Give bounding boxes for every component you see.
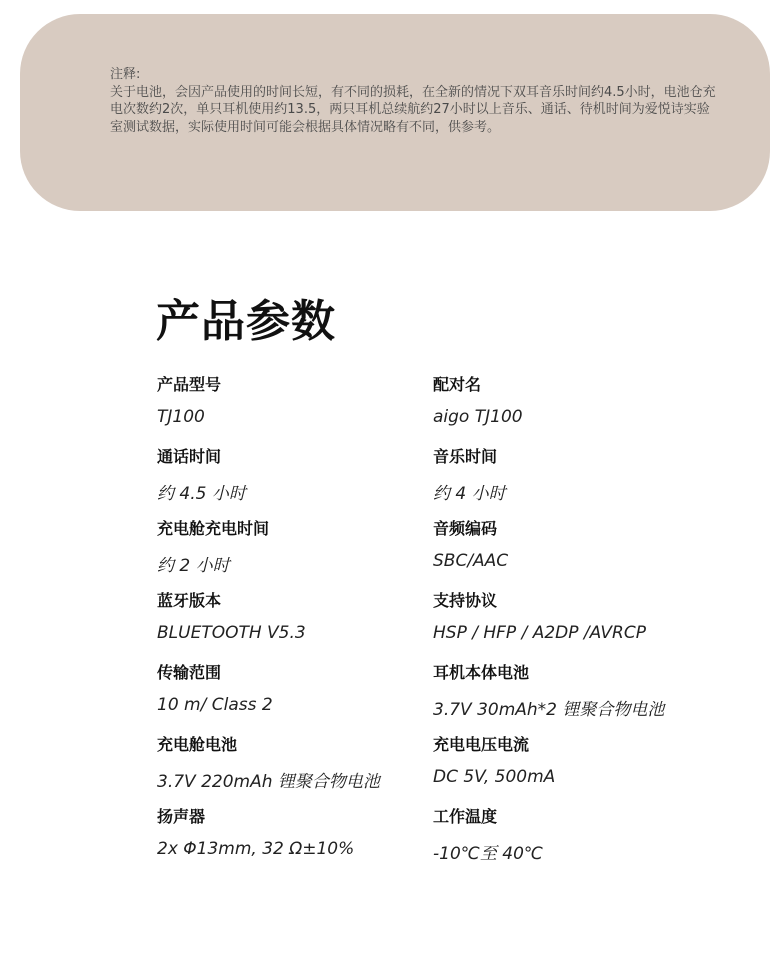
- spec-label: 音乐时间: [433, 447, 498, 466]
- spec-label: 蓝牙版本: [157, 591, 222, 610]
- spec-row: [157, 726, 717, 798]
- spec-row: [157, 510, 717, 582]
- note-label: 注释:: [110, 67, 141, 82]
- spec-grid: [157, 366, 717, 870]
- spec-label: 扬声器: [157, 807, 206, 826]
- spec-label: 工作温度: [433, 807, 498, 826]
- spec-value: SBC/AAC: [433, 551, 509, 571]
- spec-item: [433, 510, 709, 582]
- spec-label: 通话时间: [157, 447, 222, 466]
- spec-row: [157, 798, 717, 870]
- spec-value: 3.7V 220mAh 锂聚合物电池: [157, 772, 380, 792]
- spec-value: HSP / HFP / A2DP /AVRCP: [433, 623, 646, 643]
- spec-value: TJ100: [157, 407, 205, 427]
- spec-label: 支持协议: [433, 591, 498, 610]
- spec-item: [157, 654, 433, 726]
- spec-value: 约 4.5 小时: [157, 484, 246, 504]
- spec-item: [157, 798, 433, 870]
- spec-label: 充电舱电池: [157, 735, 238, 754]
- spec-row: [157, 582, 717, 654]
- spec-value: 约 4 小时: [433, 484, 506, 504]
- spec-item: [433, 438, 709, 510]
- spec-label: 耳机本体电池: [433, 663, 530, 682]
- spec-label: 产品型号: [157, 375, 222, 394]
- spec-row: [157, 438, 717, 510]
- spec-value: aigo TJ100: [433, 407, 523, 427]
- spec-row: [157, 654, 717, 726]
- battery-note-card: [20, 14, 770, 211]
- page-title: 产品参数: [156, 296, 336, 347]
- spec-value: 3.7V 30mAh*2 锂聚合物电池: [433, 700, 665, 720]
- spec-label: 充电舱充电时间: [157, 519, 270, 538]
- spec-item: [433, 654, 709, 726]
- spec-row: [157, 366, 717, 438]
- spec-item: [433, 582, 709, 654]
- spec-label: 配对名: [433, 375, 482, 394]
- spec-value: DC 5V, 500mA: [433, 767, 556, 787]
- spec-item: [157, 366, 433, 438]
- spec-item: [157, 438, 433, 510]
- spec-value: BLUETOOTH V5.3: [157, 623, 306, 643]
- spec-value: 2x Φ13mm, 32 Ω±10%: [157, 839, 355, 859]
- spec-label: 音频编码: [433, 519, 498, 538]
- spec-item: [157, 582, 433, 654]
- spec-value: 约 2 小时: [157, 556, 230, 576]
- spec-item: [157, 726, 433, 798]
- spec-label: 传输范围: [157, 663, 222, 682]
- spec-item: [433, 366, 709, 438]
- spec-label: 充电电压电流: [433, 735, 530, 754]
- battery-note: [110, 66, 720, 136]
- spec-item: [433, 726, 709, 798]
- note-body: 关于电池，会因产品使用的时间长短，有不同的损耗，在全新的情况下双耳音乐时间约4.5小时，电池仓充电次数约2次，单只耳机使用约13.5，两只耳机总续航约27小时以上音乐、通话、待机时间为爱悦诗实验室测试数据，实际使用时间可能会根据具体情况略有不同，供参考。: [110, 84, 716, 135]
- spec-item: [157, 510, 433, 582]
- spec-item: [433, 798, 709, 870]
- spec-value: 10 m/ Class 2: [157, 695, 273, 715]
- spec-value: -10℃至 40℃: [433, 844, 543, 864]
